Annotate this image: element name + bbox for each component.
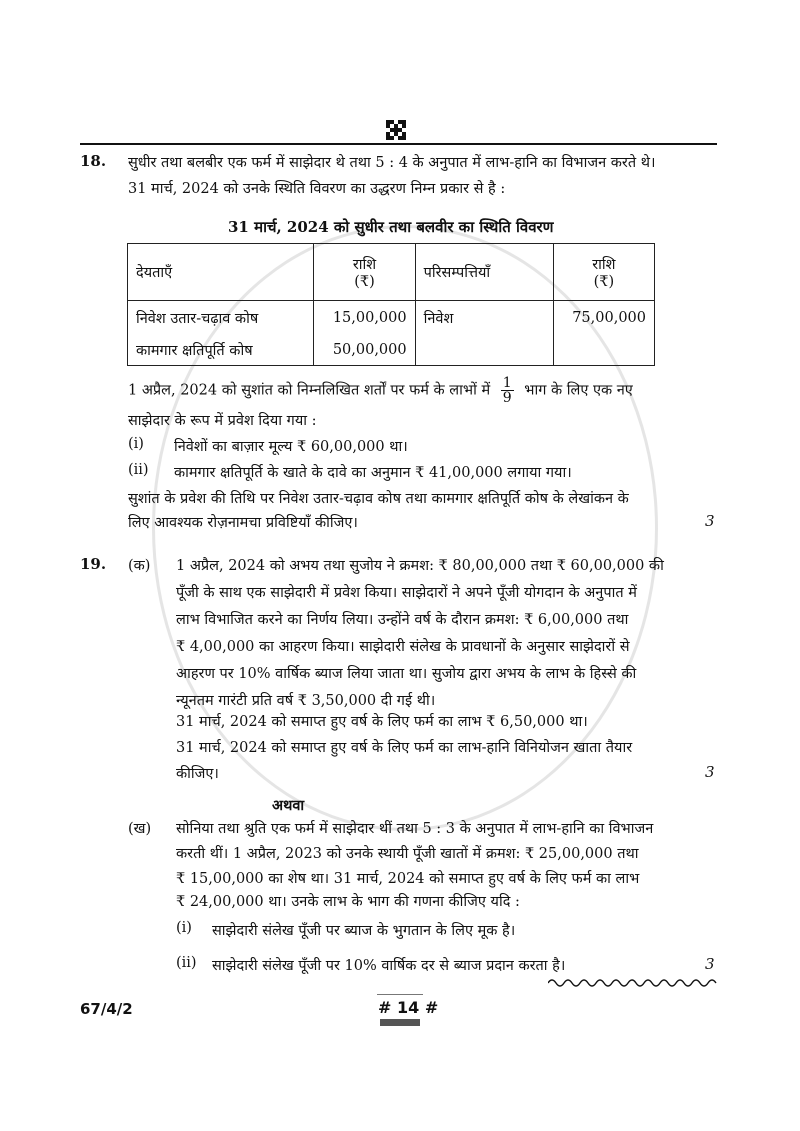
q19-b-condition-1: साझेदारी संलेख पूँजी पर ब्याज के भुगतान के लिए मूक है। [212, 923, 516, 939]
q18-instruction-line2: लिए आवश्यक रोज़नामचा प्रविष्टियाँ कीजिए। [128, 515, 358, 531]
q19-b-condition-1-label: (i) [176, 920, 192, 936]
q18-text-line2: 31 मार्च, 2024 को उनके स्थिति विवरण का उद्धरण निम्न प्रकार से है : [128, 181, 506, 197]
liability-amount-cell: 50,00,000 [314, 335, 415, 366]
q19-a-line: न्यूनतम गारंटी प्रति वर्ष ₹ 3,50,000 दी गई थी। [176, 693, 436, 709]
wavy-line-divider [548, 976, 718, 990]
q19-b-line: करती थीं। 1 अप्रैल, 2023 को उनके स्थायी पूँजी खातों में क्रमश: ₹ 25,00,000 तथा [176, 846, 639, 862]
q19-a-line: कीजिए। [176, 766, 219, 782]
table-header-row [128, 244, 655, 301]
q19-b-marks: 3 [705, 955, 715, 973]
q19-a-line: 31 मार्च, 2024 को समाप्त हुए वर्ष के लिए फर्म का लाभ-हानि विनियोजन खाता तैयार [176, 740, 633, 756]
q18-condition-2: कामगार क्षतिपूर्ति के खाते के दावे का अनुमान ₹ 41,00,000 लगाया गया। [174, 465, 572, 481]
q19-a-line: 31 मार्च, 2024 को समाप्त हुए वर्ष के लिए फर्म का लाभ ₹ 6,50,000 था। [176, 714, 588, 730]
q19-b-line: ₹ 15,00,000 का शेष था। 31 मार्च, 2024 को समाप्त हुए वर्ष के लिए फर्म का लाभ [176, 871, 640, 887]
header-amount-2-label: राशि [592, 257, 616, 273]
question-number-18: 18. [80, 152, 107, 170]
header-rule [80, 143, 717, 145]
or-label: अथवा [272, 797, 305, 814]
q19-a-line: पूँजी के साथ एक साझेदारी में प्रवेश किया। साझेदारों ने अपने पूँजी योगदान के अनुपात में [176, 585, 637, 601]
q19-a-line: आहरण पर 10% वार्षिक ब्याज लिया जाता था। सुजोय द्वारा अभय के लाभ के हिस्से की [176, 666, 637, 682]
q18-admission-line1 [128, 376, 633, 405]
q18-text-line1: सुधीर तथा बलबीर एक फर्म में साझेदार थे तथा 5 : 4 के अनुपात में लाभ-हानि का विभाजन करते थे। [128, 155, 656, 171]
q19-a-line: ₹ 4,00,000 का आहरण किया। साझेदारी संलेख के प्रावधानों के अनुसार साझेदारों से [176, 639, 630, 655]
asset-amount-cell [553, 335, 654, 366]
paper-code: 67/4/2 [80, 1000, 133, 1018]
balance-sheet-table [127, 243, 655, 366]
q18-admission-text-a: 1 अप्रैल, 2024 को सुशांत को निम्नलिखित शर्तों पर फर्म के लाभों में [128, 382, 491, 399]
fraction-one-ninth [501, 376, 514, 405]
question-number-19: 19. [80, 555, 107, 573]
header-amount-1 [314, 244, 415, 301]
q18-admission-line2: साझेदार के रूप में प्रवेश दिया गया : [128, 413, 317, 429]
q19-part-b-label: (ख) [128, 821, 152, 837]
liability-amount-cell: 15,00,000 [314, 301, 415, 336]
header-amount-1-label: राशि [352, 257, 377, 273]
asset-amount-cell: 75,00,000 [553, 301, 654, 336]
q18-condition-1-label: (i) [128, 436, 144, 452]
q19-a-line: 1 अप्रैल, 2024 को अभय तथा सुजोय ने क्रमश: ₹ 80,00,000 तथा ₹ 60,00,000 की [176, 558, 664, 574]
asset-cell: निवेश [415, 301, 553, 336]
header-liabilities: देयताएँ [128, 244, 314, 301]
q19-a-marks: 3 [705, 763, 715, 781]
page-number-rule [377, 994, 423, 995]
table-row [128, 301, 655, 336]
asset-cell [415, 335, 553, 366]
liability-cell: निवेश उतार-चढ़ाव कोष [128, 301, 314, 336]
page-number: # 14 # [378, 998, 439, 1017]
fraction-numerator: 1 [502, 375, 512, 391]
q19-b-line: ₹ 24,00,000 था। उनके लाभ के भाग की गणना कीजिए यदि : [176, 894, 520, 910]
balance-sheet-title: 31 मार्च, 2024 को सुधीर तथा बलवीर का स्थिति विवरण [228, 218, 554, 236]
q19-b-condition-2-label: (ii) [176, 955, 197, 971]
qr-code-icon [386, 120, 406, 140]
header-amount-1-unit: (₹) [354, 274, 375, 290]
q19-b-condition-2: साझेदारी संलेख पूँजी पर 10% वार्षिक दर से ब्याज प्रदान करता है। [212, 958, 566, 974]
q18-instruction-line1: सुशांत के प्रवेश की तिथि पर निवेश उतार-चढ़ाव कोष तथा कामगार क्षतिपूर्ति कोष के लेखांकन के [128, 491, 629, 507]
header-amount-2-unit: (₹) [593, 274, 615, 290]
q18-marks: 3 [705, 512, 715, 530]
header-assets: परिसम्पत्तियाँ [415, 244, 553, 301]
q19-part-a-label: (क) [128, 558, 151, 574]
q18-admission-text-b: भाग के लिए एक नए [524, 382, 633, 399]
q19-a-line: लाभ विभाजित करने का निर्णय लिया। उन्होंने वर्ष के दौरान क्रमश: ₹ 6,00,000 तथा [176, 612, 629, 628]
q18-condition-2-label: (ii) [128, 462, 149, 478]
header-amount-2 [553, 244, 654, 301]
q19-b-line: सोनिया तथा श्रुति एक फर्म में साझेदार थीं तथा 5 : 3 के अनुपात में लाभ-हानि का विभाजन [176, 821, 654, 837]
fraction-denominator: 9 [502, 390, 512, 406]
page-number-bar [380, 1019, 420, 1026]
liability-cell: कामगार क्षतिपूर्ति कोष [128, 335, 314, 366]
q18-condition-1: निवेशों का बाज़ार मूल्य ₹ 60,00,000 था। [174, 439, 408, 455]
table-row [128, 335, 655, 366]
